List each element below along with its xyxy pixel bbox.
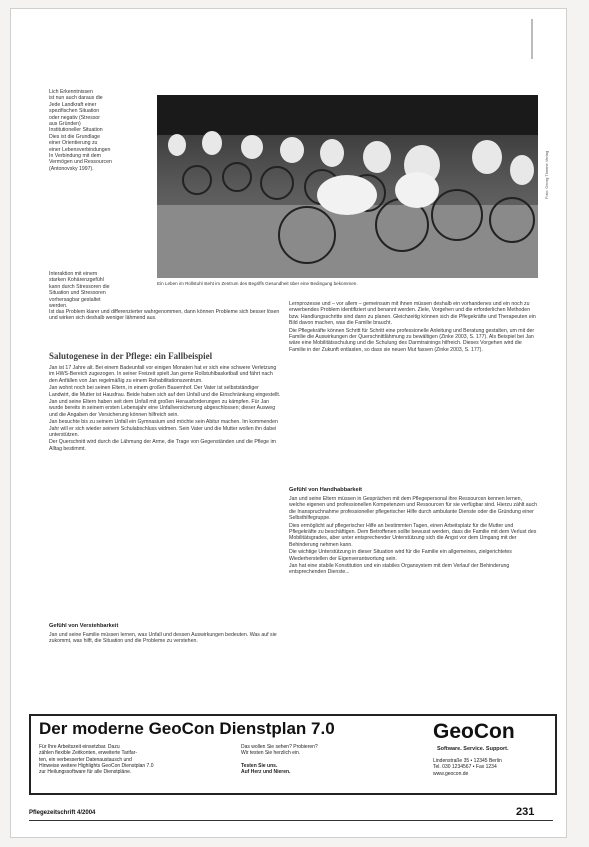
ad-line: ten, ein verbesserter Datenaustausch und xyxy=(39,756,132,763)
ad-column-features xyxy=(39,744,234,775)
text-line: oder negativ (Stressor xyxy=(49,114,101,121)
paragraph-verstehbarkeit: Jan und seine Familie müssen lernen, was Unfall und dessen Auswirkungen bedeuten. Was auf sie zukommt, was hilft, die Situation und die Probleme zu verstehen. xyxy=(49,632,277,645)
ad-line: Hinweise weitere Highlights GeoCon Dienstplan 7.0 xyxy=(39,762,154,769)
ad-line: Auf Herz und Nieren. xyxy=(241,769,291,776)
footer-journal: Pflegezeitschrift 4/2004 xyxy=(29,810,96,816)
ad-contact-line: Tel. 030 1234567 • Fax 1234 xyxy=(433,764,497,771)
ad-tagline: Software. Service. Support. xyxy=(437,746,509,752)
text-line: kann durch Stressoren die xyxy=(49,283,110,290)
text-line: werden. xyxy=(49,303,68,310)
photo-caption: Ein Leben im Rollstuhl steht im Zentrum des Begriffs Gesundheit über eine Bedingung bekommen. xyxy=(157,281,358,286)
photo-illustration xyxy=(157,95,538,278)
subheading-handhabbarkeit: Gefühl von Handhabbarkeit xyxy=(289,487,363,493)
ad-line: zählen flexible Zeitkonten, erweiterte Tarifar- xyxy=(39,750,138,757)
ad-column-contact xyxy=(433,758,551,777)
paragraph: Jan besuchte bis zu seinem Unfall ein Gymnasium und möchte sein Abitur machen. Im kommenden Jahr will er sich wieder seinem Schulabschluss widmen. Sein Vater und die Mutter wollen ihn dabei unterstützen. xyxy=(49,419,278,439)
text-line: ist nun auch daraus die xyxy=(49,95,103,102)
column-right-body xyxy=(289,301,537,354)
paragraph: Die Pflegekräfte können Schritt für Schritt eine professionelle Anleitung und Beratung gestalten, um mit der Familie die Auswirkungen der Querschnittlähmung zu bewältigen (Zinke 2003, S. 177). Als Beispiel bei Jan wäre eine Mobilitätsschulung und die Schulung des Darmtrainings hilfreich. Dieses Vorgehen wird die Familie in der Zukunft entlasten, so dass sie neuen Mut fassen (Zinke 2003, S. 177). xyxy=(289,327,535,353)
text-line: vorhersagbar gestaltet xyxy=(49,296,101,303)
ad-line: Für Ihre Arbeitszeit einsetzbar. Dazu xyxy=(39,744,120,750)
text-line: einer Orientierung zu xyxy=(49,140,98,147)
paragraph: Lernprozesse und – vor allem – gemeinsam mit ihnen müssen deshalb ein vorhandenes und ein noch zu erwerbendes Problem identifiziert und benannt werden. Ziele, Vorgehen und die erforderlichen Methoden bzw. Handlungsschritte sind dann zu planen. Gleichzeitig können sich die Pflegekräfte und Therapeuten ein Bild davon machen, was die Familie braucht. xyxy=(289,301,536,327)
paragraph: Jan hat eine stabile Konstitution und ein stabiles Organsystem mit dem Verlauf der Behinderung entsprechenden Dienste... xyxy=(289,563,510,576)
text-line: Situation und Stressoren xyxy=(49,290,106,297)
text-line: Institutioneller Situation xyxy=(49,127,103,134)
document-page xyxy=(10,8,567,838)
paragraph: Jan und seine Eltern müssen in Gesprächen mit dem Pflegepersonal ihre Ressourcen kennen lernen, welche eigenen und professionellen Kompetenzen und Ressourcen für sie verfügbar sind. Hierzu zählt auch die Inanspruchnahme professioneller pflegerischer Hilfe durch ambulante Dienste oder die Gründung einer Selbsthilfegruppe. xyxy=(289,496,537,522)
text-line: Interaktion mit einem xyxy=(49,271,98,277)
text-line: starken Kohärenzgefühl xyxy=(49,277,104,284)
text-line: Vermögen und Ressourcen xyxy=(49,159,112,166)
ad-line: Testen Sie uns. xyxy=(241,762,278,769)
paragraph: Dies ermöglicht auf pflegerischer Hilfe an bestimmten Tagen, einen Arbeitsplatz für die Mutter und Pflegekräfte zu beschäftigen. Dem Betroffenen sollte bewusst werden, dass die Familie mit dem Verlust des Mobilitätsgrades, aber unter entsprechender Unterstützung sich die Angst vor dem Umgang mit der Behinderung nehmen kann. xyxy=(289,522,537,548)
margin-rule xyxy=(531,19,533,59)
footer-rule xyxy=(29,820,553,821)
text-line: Jede Landkraft einer xyxy=(49,101,97,108)
column-mid-left xyxy=(49,271,149,309)
section-heading: Salutogenese in der Pflege: ein Fallbeispiel xyxy=(49,351,213,361)
page-number: 231 xyxy=(516,806,535,818)
column-left-body xyxy=(49,365,281,453)
ad-line: Wir testen Sie herzlich ein. xyxy=(241,750,301,757)
text-line: In Verbindung mit dem xyxy=(49,153,101,160)
subheading-verstehbarkeit: Gefühl von Verstehbarkeit xyxy=(49,623,119,629)
photo-credit: Foto: Georg Thieme Verlag xyxy=(544,150,549,199)
geocon-logo: GeoCon xyxy=(433,720,515,743)
geocon-advertisement[interactable] xyxy=(29,714,557,795)
text-line: aus Gründen) xyxy=(49,121,81,128)
ad-column-test xyxy=(241,744,421,775)
text-line: Lich Erkenntnissen xyxy=(49,89,93,95)
ad-contact-line: Lindenstraße 35 • 12345 Berlin xyxy=(433,758,502,764)
paragraph: Die wichtige Unterstützung in dieser Situation wird für die Familie ein allgemeines, zielgerichtetes Wiederherstellen der Eigenverantwortung sein. xyxy=(289,549,512,562)
text-line: Dies ist die Grundlage xyxy=(49,133,101,140)
text-line: (Antonovsky 1997). xyxy=(49,165,94,172)
photo-wheelchair-race xyxy=(157,95,538,278)
ad-line: Das wollen Sie sehen? Probieren? xyxy=(241,744,318,750)
column-right-body2 xyxy=(289,496,537,577)
ad-title: Der moderne GeoCon Dienstplan 7.0 xyxy=(39,719,335,738)
column-top-left xyxy=(49,89,149,172)
text-line: einer Lebensverbindungen xyxy=(49,146,111,153)
text-line: spezifischen Situation xyxy=(49,108,100,115)
ad-line: zur Heilungssoftware für alle Dienstpläne. xyxy=(39,769,132,776)
paragraph: Jan ist 17 Jahre alt. Bei einem Badeunfall vor einigen Monaten hat er sich eine schwere Verletzung im HWS-Bereich zugezogen. In seiner Freizeit spielt Jan gerne Rollstuhlbasketball und fährt nach den Anfällen von Jan regelmäßig zu einem Rehabilitationszentrum. xyxy=(49,365,277,384)
ad-contact-line: www.geocon.de xyxy=(433,770,469,777)
paragraph: Jan und seine Eltern haben seit dem Unfall mit großen Herausforderungen zu kämpfen. Für Jan wurde bereits in seinem ersten Lebensjahr eine Unfallversicherung abgeschlossen; dieser Ausweg und die Angaben der Versicherung können hilfreich sein. xyxy=(49,399,276,418)
paragraph-left-intro: Ist das Problem klarer und differenzierter wahrgenommen, dann können Probleme sich besser lösen und wirken sich deshalb weniger lähmend aus. xyxy=(49,309,280,322)
paragraph: Jan wohnt noch bei seinen Eltern, in einem großen Bauernhof. Der Vater ist selbstständiger Landwirt, die Mutter ist Hausfrau. Beide haben sich auf den Unfall und die Einschränkung eingestellt. xyxy=(49,385,281,398)
paragraph: Der Querschnitt wird durch die Lähmung der Arme, die Trage von Gegenständen und die Pflege im Alltag bestimmt. xyxy=(49,439,276,452)
